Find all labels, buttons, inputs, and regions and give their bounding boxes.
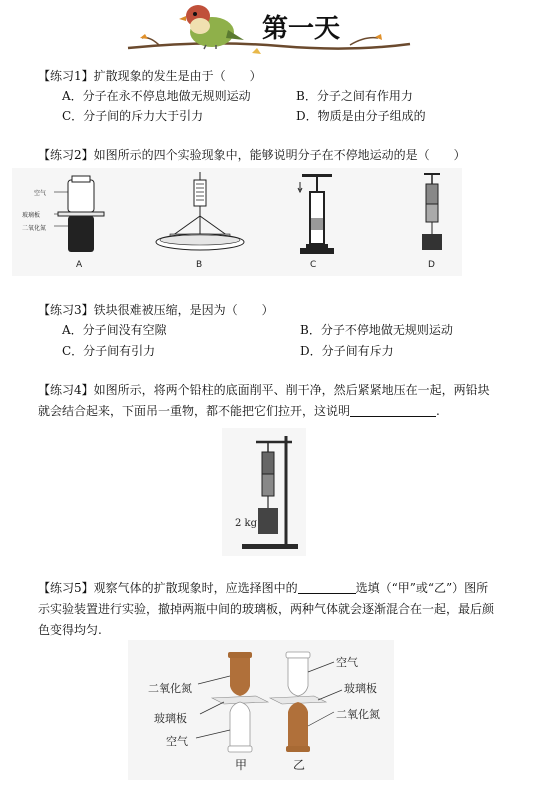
q1-option-b: B．分子之间有作用力 xyxy=(296,89,413,103)
figure-d-lead-cylinders xyxy=(414,170,450,260)
figure-caption-d: D xyxy=(428,260,435,270)
q5-stem-text-b: 选填（“甲”或“乙”）图所 xyxy=(355,581,489,595)
q5-figure xyxy=(128,640,394,780)
q5-stem-line2: 示实验装置进行实验，撤掉两瓶中间的玻璃板，两种气体就会逐渐混合在一起，最后颜 xyxy=(38,602,495,616)
q5-caption-jia: 甲 xyxy=(235,758,248,772)
q5-stem-line1 xyxy=(38,578,538,599)
q5-answer-blank[interactable] xyxy=(298,580,356,594)
figure-a-label-glass: 玻璃板 xyxy=(22,212,41,219)
q3-option-d: D．分子间有斥力 xyxy=(300,344,394,358)
figure-a-label-air: 空气 xyxy=(34,190,47,197)
q1-stem: 【练习1】扩散现象的发生是由于（ ） xyxy=(38,69,262,83)
q5-right-label-air: 空气 xyxy=(336,656,358,669)
q5-stem-text-a: 【练习5】观察气体的扩散现象时，应选择图中的 xyxy=(38,581,298,595)
figure-a-label-no2: 二氧化氮 xyxy=(22,225,47,232)
q3-option-c: C．分子间有引力 xyxy=(62,344,156,358)
q5-left-label-air: 空气 xyxy=(166,735,188,748)
q1-option-d: D．物质是由分子组成的 xyxy=(296,109,426,123)
q4-answer-blank[interactable] xyxy=(350,403,436,417)
q4-stem-line2 xyxy=(38,401,538,422)
q3-option-a: A．分子间没有空隙 xyxy=(62,323,167,337)
q5-right-label-no2: 二氧化氮 xyxy=(336,708,380,721)
q3-stem: 【练习3】铁块很难被压缩，是因为（ ） xyxy=(38,303,274,317)
q5-left-label-no2: 二氧化氮 xyxy=(148,682,192,695)
q2-stem: 【练习2】如图所示的四个实验现象中，能够说明分子在不停地运动的是（ ） xyxy=(38,148,466,162)
q4-stem-text: 就会结合起来，下面吊一重物，都不能把它们拉开，这说明 xyxy=(38,404,351,418)
figure-caption-a: A xyxy=(76,260,83,270)
page-title: 第一天 xyxy=(262,14,341,44)
q4-figure xyxy=(222,428,306,556)
q5-stem-line3: 色变得均匀. xyxy=(38,623,102,637)
q4-weight-label: 2 kg xyxy=(235,518,258,529)
q4-stem-line1: 【练习4】如图所示，将两个铅柱的底面削平、削干净，然后紧紧地压在一起，两铅块 xyxy=(38,383,490,397)
lead-blocks-stand-illustration xyxy=(222,428,306,556)
q5-caption-yi: 乙 xyxy=(293,758,306,772)
q1-option-a: A．分子在永不停息地做无规则运动 xyxy=(62,89,251,103)
figure-a-gas-jars xyxy=(42,174,122,258)
q2-figure xyxy=(12,168,462,276)
q5-left-label-glass: 玻璃板 xyxy=(154,712,187,725)
figure-caption-b: B xyxy=(196,260,203,270)
q1-option-c: C．分子间的斥力大于引力 xyxy=(62,109,204,123)
figure-c-compression-cylinder xyxy=(292,170,342,260)
q4-stem-end: . xyxy=(436,404,440,418)
figure-caption-c: C xyxy=(310,260,317,270)
q3-option-b: B．分子不停地做无规则运动 xyxy=(300,323,453,337)
q5-right-label-glass: 玻璃板 xyxy=(344,682,377,695)
figure-b-spring-scale xyxy=(152,172,252,256)
